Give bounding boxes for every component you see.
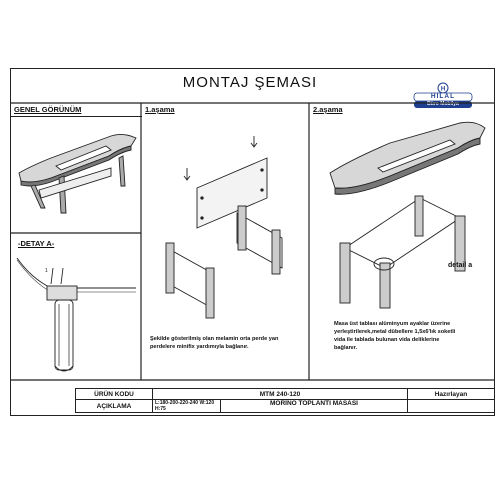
- step2-note-line: vida ile tablada bulunan vida deliklerine: [334, 337, 440, 343]
- panel-header-step2: 2.aşama: [313, 105, 343, 114]
- table-row: [76, 400, 495, 413]
- product-code-value: MTM 240-120: [153, 389, 408, 400]
- step1-note: [150, 335, 305, 351]
- info-table: [75, 388, 495, 413]
- prepared-by-label: Hazırlayan: [408, 389, 495, 400]
- detail-a-drawing: [11, 248, 141, 380]
- page-title: MONTAJ ŞEMASI: [182, 74, 318, 91]
- general-view-drawing: [11, 118, 141, 228]
- detail-callout-label: detail a: [448, 262, 473, 269]
- product-code-label: ÜRÜN KODU: [76, 389, 153, 400]
- dimensions-value: L:180-200-220-240 W:120 H:75: [153, 400, 221, 412]
- step2-note-line: Masa üst tablası alüminyum ayaklar üzerine: [334, 321, 451, 327]
- step1-note-line: perdelere minifix yardımıyla bağlanır.: [150, 344, 249, 350]
- svg-text:1: 1: [45, 268, 48, 274]
- step1-drawing: [142, 118, 308, 328]
- step2-note-line: bağlanır.: [334, 345, 358, 351]
- logo-subtitle: Büro Mobilya: [427, 101, 459, 107]
- description-label: AÇIKLAMA: [76, 400, 153, 413]
- logo-brand: HİLAL: [430, 93, 456, 100]
- svg-text:H: H: [440, 86, 446, 93]
- panel-header-general: GENEL GÖRÜNÜM: [11, 104, 142, 117]
- panel-header-step1: 1.aşama: [145, 105, 175, 114]
- step1-note-line: Şekilde gösterilmiş olan melamin orta perde yan: [150, 336, 279, 342]
- product-name-value: MORİNO TOPLANTI MASASI: [270, 400, 358, 407]
- description-cell: [153, 400, 408, 413]
- step2-note-line: yerleştirilerek,metal dübellere 1,5x6'lık soketli: [334, 329, 456, 335]
- step2-drawing: [310, 118, 494, 318]
- panel-header-detail: -DETAY A-: [18, 239, 55, 248]
- step2-note: [334, 320, 492, 352]
- table-row: [76, 389, 495, 400]
- prepared-by-value: [408, 400, 495, 413]
